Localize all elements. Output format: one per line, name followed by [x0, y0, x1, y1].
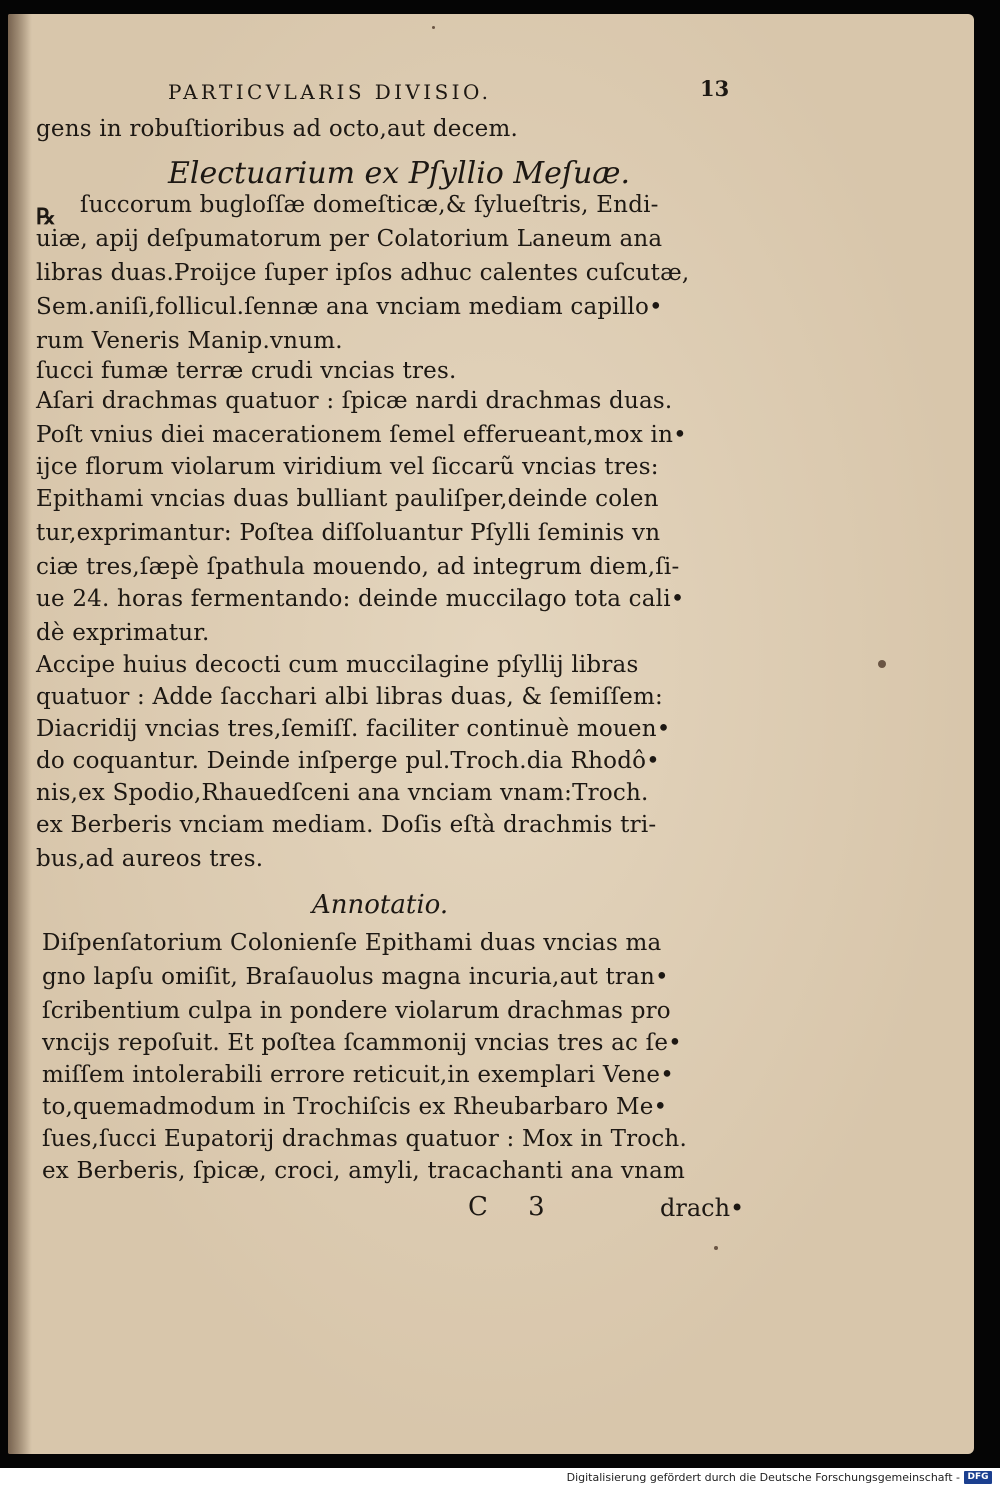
recipe-line: rum Veneris Manip.vnum.: [36, 328, 343, 354]
recipe-line: nis,ex Spodio,Rhauedſceni ana vnciam vnam:Troch.: [36, 780, 649, 806]
footer-bar: [0, 1468, 1000, 1488]
recipe-line: bus,ad aureos tres.: [36, 846, 264, 872]
recipe-line: uiæ, apij deſpumatorum per Colatorium Laneum ana: [36, 226, 663, 252]
paper-spot: [714, 1246, 718, 1250]
annotatio-line: miſſem intolerabili errore reticuit,in exemplari Vene•: [42, 1062, 674, 1088]
recipe-line: ue 24. horas fermentando: deinde muccilago tota cali•: [36, 586, 685, 612]
annotatio-line: to,quemadmodum in Trochiſcis ex Rheubarbaro Me•: [42, 1094, 668, 1120]
annotatio-line: ſcribentium culpa in pondere violarum drachmas pro: [42, 998, 671, 1024]
catchword: drach•: [660, 1194, 745, 1222]
recipe-line: ſucci fumæ terræ crudi vncias tres.: [36, 358, 457, 384]
recipe-line: dè exprimatur.: [36, 620, 210, 646]
recipe-line: do coquantur. Deinde inſperge pul.Troch.dia Rhodô•: [36, 748, 660, 774]
annotatio-line: vncijs repoſuit. Et poſtea ſcammonij vncias tres ac ſe•: [42, 1030, 682, 1056]
annotatio-line: ſues,ſucci Eupatorij drachmas quatuor : Mox in Troch.: [42, 1126, 687, 1152]
recipe-line: Sem.aniſi,follicul.ſennæ ana vnciam mediam capillo•: [36, 294, 663, 320]
recipe-symbol: ℞: [36, 204, 56, 230]
footer-credit: Digitalisierung gefördert durch die Deutsche Forschungsgemeinschaft -: [566, 1471, 960, 1484]
annotatio-line: gno lapſu omiſit, Braſauolus magna incuria,aut tran•: [42, 964, 669, 990]
annotatio-line: Diſpenſatorium Colonienſe Epithami duas vncias ma: [42, 930, 662, 956]
annotatio-line: ex Berberis, ſpicæ, croci, amyli, tracachanti ana vnam: [42, 1158, 686, 1184]
paper-spot: [878, 660, 886, 668]
recipe-line: Diacridij vncias tres,ſemiſſ. faciliter continuè mouen•: [36, 716, 671, 742]
book-page: [8, 14, 974, 1454]
recipe-line: libras duas.Proijce ſuper ipſos adhuc calentes cuſcutæ,: [36, 260, 690, 286]
recipe-line: ijce florum violarum viridium vel ſiccarũ vncias tres:: [36, 454, 659, 480]
heading-electuarium: Electuarium ex Pſyllio Meſuæ.: [168, 156, 631, 191]
recipe-line: Poſt vnius diei macerationem ſemel efferueant,mox in•: [36, 422, 687, 448]
folio-number: 13: [700, 76, 730, 101]
recipe-line: ex Berberis vnciam mediam. Doſis eſtà drachmis tri-: [36, 812, 657, 838]
recipe-line: ciæ tres,ſæpè ſpathula mouendo, ad integrum diem,ſi-: [36, 554, 680, 580]
opening-line: gens in robuſtioribus ad octo,aut decem.: [36, 116, 518, 142]
signature-mark: C 3: [468, 1192, 561, 1222]
recipe-line: quatuor : Adde ſacchari albi libras duas, & ſemiſſem:: [36, 684, 663, 710]
recipe-line: tur,exprimantur: Poſtea diſſoluantur Pſylli ſeminis vn: [36, 520, 661, 546]
recipe-line: Aſari drachmas quatuor : ſpicæ nardi drachmas duas.: [36, 388, 673, 414]
recipe-line: Accipe huius decocti cum muccilagine pſyllij libras: [36, 652, 639, 678]
recipe-line: ſuccorum bugloſſæ domeſticæ,& ſylueſtris, Endi-: [80, 192, 659, 218]
gutter-shadow: [8, 14, 32, 1454]
recipe-line: Epithami vncias duas bulliant pauliſper,deinde colen: [36, 486, 659, 512]
paper-spot: [432, 26, 435, 29]
running-head: PARTICVLARIS DIVISIO.: [168, 80, 492, 104]
dfg-logo[interactable]: DFG: [964, 1471, 992, 1484]
heading-annotatio: Annotatio.: [312, 890, 449, 920]
